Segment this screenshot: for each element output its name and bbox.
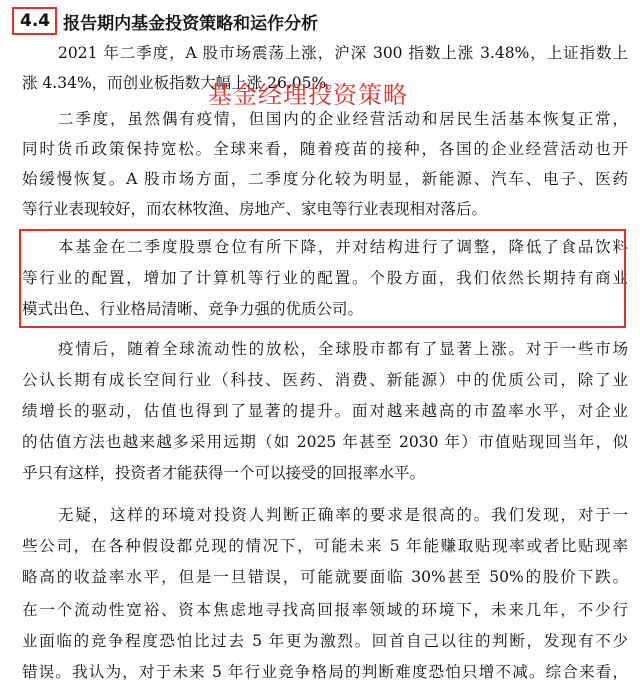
paragraph-line: 在一个流动性宽裕、资本焦虑地寻找高回报率领域的环境下，未来几年，不少行 [22,601,628,619]
paragraph-line: 无疑，这样的环境对投资人判断正确率的要求是很高的。我们发现，对于一 [58,506,628,524]
paragraph-line: 等行业表现较好，而农林牧渔、房地产、家电等行业表现相对落后。 [22,200,488,218]
paragraph-line: 乎只有这样，投资者才能获得一个可以接受的回报率水平。 [22,464,426,482]
paragraph-line: 略高的收益率水平，但是一旦错误，可能就要面临 30%甚至 50%的股价下跌。 [22,568,628,586]
paragraph-line: 的估值方法也越来越多采用远期（如 2025 年甚至 2030 年）市值贴现回当年，似 [22,433,628,451]
paragraph-line: 些公司，在各种假设都兑现的情况下，可能未来 5 年能赚取贴现率或者比贴现率 [22,537,628,555]
paragraph-line: 业面临的竞争程度恐怕比过去 5 年更为激烈。回首自己以往的判断，发现有不少 [22,632,628,650]
paragraph-line: 公认长期有成长空间行业（科技、医药、消费、新能源）中的优质公司，除了业 [22,371,628,389]
highlighted-paragraph-line: 本基金在二季度股票仓位有所下降，并对结构进行了调整，降低了食品饮料 [58,238,628,256]
section-number: 4.4 [12,7,57,35]
paragraph-line: 绩增长的驱动，估值也得到了显著的提升。面对越来越高的市盈率水平，对企业 [22,402,628,420]
section-heading [12,6,318,36]
paragraph-line: 同时货币政策保持宽松。全球来看，随着疫苗的接种，各国的企业经营活动也开 [22,140,628,158]
paragraph-line: 2021 年二季度，A 股市场震荡上涨，沪深 300 指数上涨 3.48%，上证指数上 [58,44,628,62]
paragraph-line: 涨 4.34%，而创业板指数大幅上涨 26.05%。 [22,74,342,92]
paragraph-line: 疫情后，随着全球流动性的放松，全球股市都有了显著上涨。对于一些市场 [58,340,628,358]
section-title: 报告期内基金投资策略和运作分析 [63,13,319,34]
overlay-caption: 基金经理投资策略 [208,81,408,109]
paragraph-line: 始缓慢恢复。A 股市场方面，二季度分化较为明显，新能源、汽车、电子、医药 [22,170,628,188]
highlighted-paragraph-line: 等行业的配置，增加了计算机等行业的配置。个股方面，我们依然长期持有商业 [22,269,628,287]
paragraph-line: 错误。我认为，对于未来 5 年行业竞争格局的判断难度恐怕只增不减。综合来看， [22,663,628,681]
paragraph-line: 二季度，虽然偶有疫情，但国内的企业经营活动和居民生活基本恢复正常， [58,110,628,128]
highlighted-paragraph-line: 模式出色、行业格局清晰、竞争力强的优质公司。 [22,300,364,318]
